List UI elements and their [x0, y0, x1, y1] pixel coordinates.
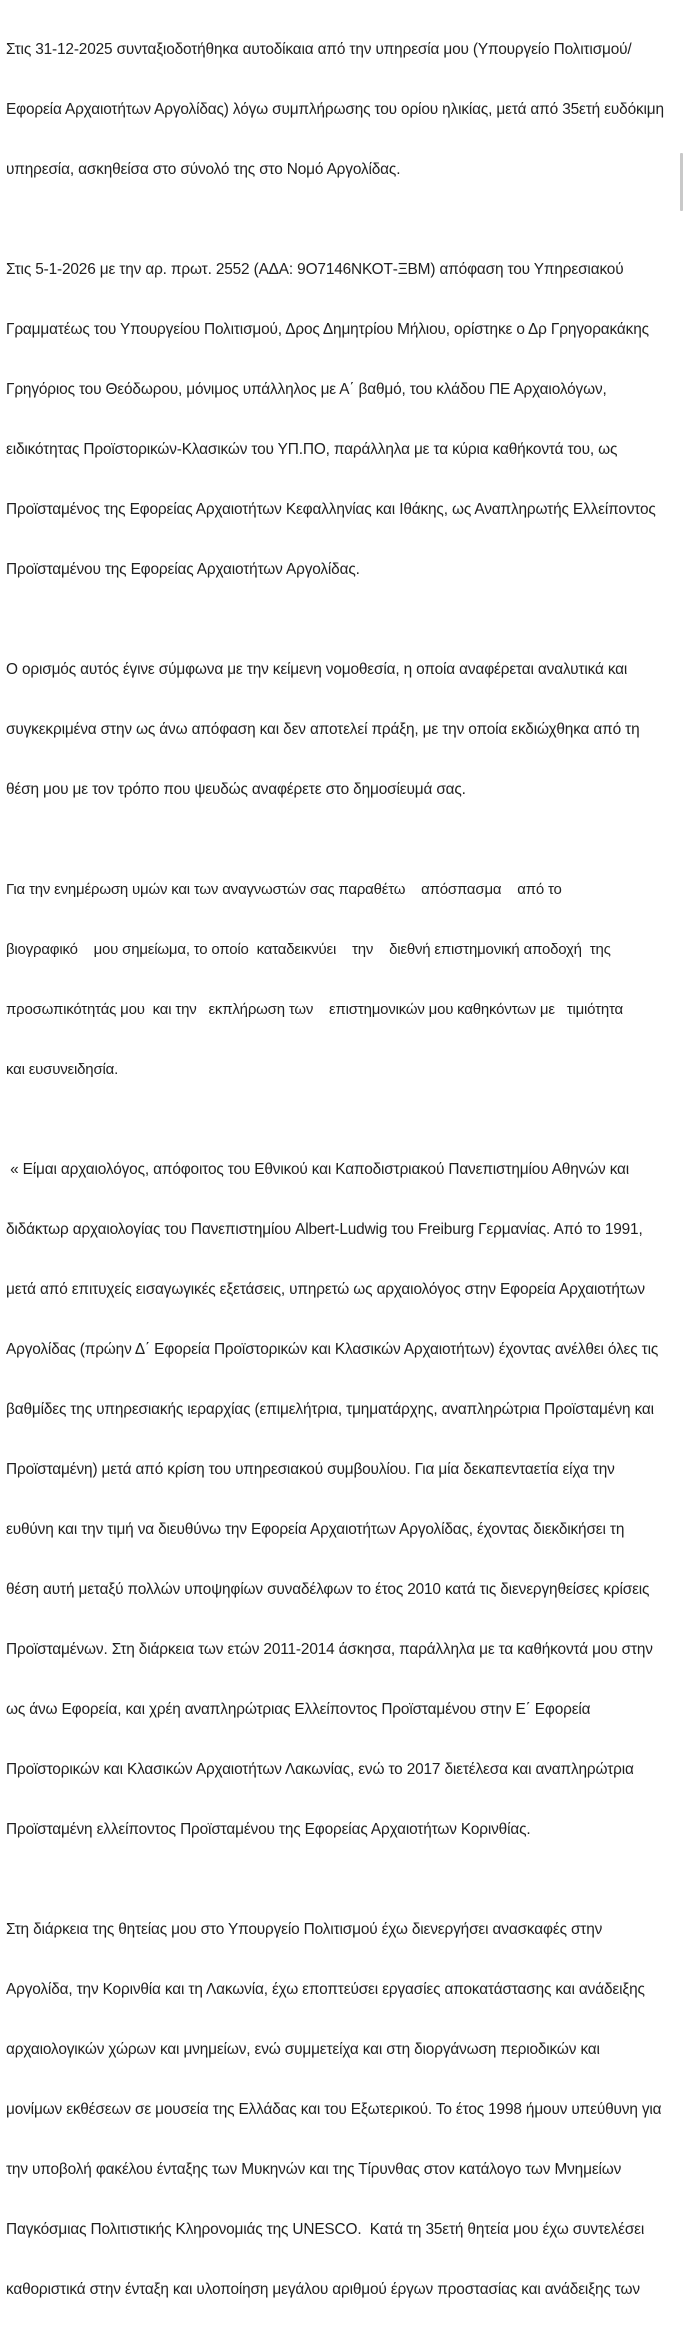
text-line: ειδικότητας Προϊστορικών-Κλασικών του ΥΠ.ΠΟ, παράλληλα με τα κύρια καθήκοντά του, ως	[6, 441, 618, 458]
text-line: συγκεκριμένα στην ως άνω απόφαση και δεν αποτελεί πράξη, με την οποία εκδιώχθηκα από τη	[6, 721, 640, 738]
text-line: μονίμων εκθέσεων σε μουσεία της Ελλάδας και του Εξωτερικού. Το έτος 1998 ήμουν υπεύθυνη για	[6, 2101, 662, 2118]
text-line: θέση μου με τον τρόπο που ψευδώς αναφέρετε στο δημοσίευμά σας.	[6, 781, 466, 798]
text-line: υπηρεσία, ασκηθείσα στο σύνολό της στο Νομό Αργολίδας.	[6, 161, 401, 178]
text-line: την υποβολή φακέλου ένταξης των Μυκηνών και της Τίρυνθας στον κατάλογο των Μνημείων	[6, 2161, 622, 2178]
text-line: Παγκόσμιας Πολιτιστικής Κληρονομιάς της UNESCO. Κατά τη 35ετή θητεία μου έχω συντελέσει	[6, 2221, 645, 2238]
text-line: Ο ορισμός αυτός έγινε σύμφωνα με την κείμενη νομοθεσία, η οποία αναφέρεται αναλυτικά και	[6, 661, 628, 678]
text-line: Προϊσταμένου της Εφορείας Αρχαιοτήτων Αργολίδας.	[6, 561, 360, 578]
text-line: Προϊσταμένων. Στη διάρκεια των ετών 2011-2014 άσκησα, παράλληλα με τα καθήκοντά μου στην	[6, 1641, 653, 1658]
text-line: ως άνω Εφορεία, και χρέη αναπληρώτριας Ελλείποντος Προϊσταμένου στην Ε΄ Εφορεία	[6, 1701, 591, 1718]
text-line: βαθμίδες της υπηρεσιακής ιεραρχίας (επιμελήτρια, τμηματάρχης, αναπληρώτρια Προϊσταμένη και	[6, 1401, 654, 1418]
text-line: αρχαιολογικών χώρων και μνημείων, ενώ συμμετείχα και στη διοργάνωση περιοδικών και	[6, 2041, 600, 2058]
paragraph-cv-quote	[6, 1120, 682, 1880]
text-line: Αργολίδα, την Κορινθία και τη Λακωνία, έχω εποπτεύσει εργασίες αποκατάστασης και ανάδειξης	[6, 1981, 645, 1998]
text-line: προσωπικότητάς μου και την εκπλήρωση των επιστημονικών μου καθηκόντων με τιμιότητα	[6, 1001, 623, 1018]
paragraph-appointment	[6, 220, 682, 620]
paragraph-cv-intro	[6, 840, 682, 1120]
paragraph-legality	[6, 620, 682, 840]
text-line: Προϊσταμένη ελλείποντος Προϊσταμένου της Εφορείας Αρχαιοτήτων Κορινθίας.	[6, 1821, 531, 1838]
text-line: Αργολίδας (πρώην Δ΄ Εφορεία Προϊστορικών και Κλασικών Αρχαιοτήτων) έχοντας ανέλθει όλες τις	[6, 1341, 659, 1358]
text-line: Γραμματέως του Υπουργείου Πολιτισμού, Δρος Δημητρίου Μήλιου, ορίστηκε ο Δρ Γρηγορακάκης	[6, 321, 649, 338]
text-line: ευθύνη και την τιμή να διευθύνω την Εφορεία Αρχαιοτήτων Αργολίδας, έχοντας διεκδικήσει τη	[6, 1521, 625, 1538]
text-line: Στις 5-1-2026 με την αρ. πρωτ. 2552 (ΑΔΑ: 9Ο7146ΝΚΟΤ-ΞΒΜ) απόφαση του Υπηρεσιακού	[6, 261, 624, 278]
text-line: και ευσυνειδησία.	[6, 1061, 119, 1078]
text-line: Εφορεία Αρχαιοτήτων Αργολίδας) λόγω συμπλήρωσης του ορίου ηλικίας, μετά από 35ετή ευδόκιμη	[6, 101, 664, 118]
text-line: Στις 31-12-2025 συνταξιοδοτήθηκα αυτοδίκαια από την υπηρεσία μου (Υπουργείο Πολιτισμού/	[6, 41, 632, 58]
paragraph-retirement	[6, 0, 682, 220]
text-line: θέση αυτή μεταξύ πολλών υποψηφίων συναδέλφων το έτος 2010 κατά τις διενεργηθείσες κρίσεις	[6, 1581, 650, 1598]
text-line: Προϊσταμένος της Εφορείας Αρχαιοτήτων Κεφαλληνίας και Ιθάκης, ως Αναπληρωτής Ελλείποντος	[6, 501, 656, 518]
text-line: Γρηγόριος του Θεόδωρου, μόνιμος υπάλληλος με Α΄ βαθμό, του κλάδου ΠΕ Αρχαιολόγων,	[6, 381, 607, 398]
vertical-scrollbar-thumb[interactable]	[680, 153, 683, 211]
text-line: « Είμαι αρχαιολόγος, απόφοιτος του Εθνικού και Καποδιστριακού Πανεπιστημίου Αθηνών και	[6, 1161, 630, 1178]
text-line: καθοριστικά στην ένταξη και υλοποίηση μεγάλου αριθμού έργων προστασίας και ανάδειξης των	[6, 2281, 640, 2298]
paragraph-cv-work	[6, 1880, 682, 2340]
text-line: μετά από επιτυχείς εισαγωγικές εξετάσεις, υπηρετώ ως αρχαιολόγος στην Εφορεία Αρχαιοτήτων	[6, 1281, 645, 1298]
text-line: βιογραφικό μου σημείωμα, το οποίο καταδεικνύει την διεθνή επιστημονική αποδοχή της	[6, 941, 611, 958]
text-line: Στη διάρκεια της θητείας μου στο Υπουργείο Πολιτισμού έχω διενεργήσει ανασκαφές στην	[6, 1921, 603, 1938]
document-body	[6, 0, 682, 2340]
text-line: Προϊσταμένη) μετά από κρίση του υπηρεσιακού συμβουλίου. Για μία δεκαπενταετία είχα την	[6, 1461, 615, 1478]
text-line: διδάκτωρ αρχαιολογίας του Πανεπιστημίου Albert-Ludwig του Freiburg Γερμανίας. Από το 1991,	[6, 1221, 643, 1238]
text-line: Για την ενημέρωση υμών και των αναγνωστών σας παραθέτω απόσπασμα από το	[6, 881, 562, 898]
text-line: Προϊστορικών και Κλασικών Αρχαιοτήτων Λακωνίας, ενώ το 2017 διετέλεσα και αναπληρώτρια	[6, 1761, 634, 1778]
